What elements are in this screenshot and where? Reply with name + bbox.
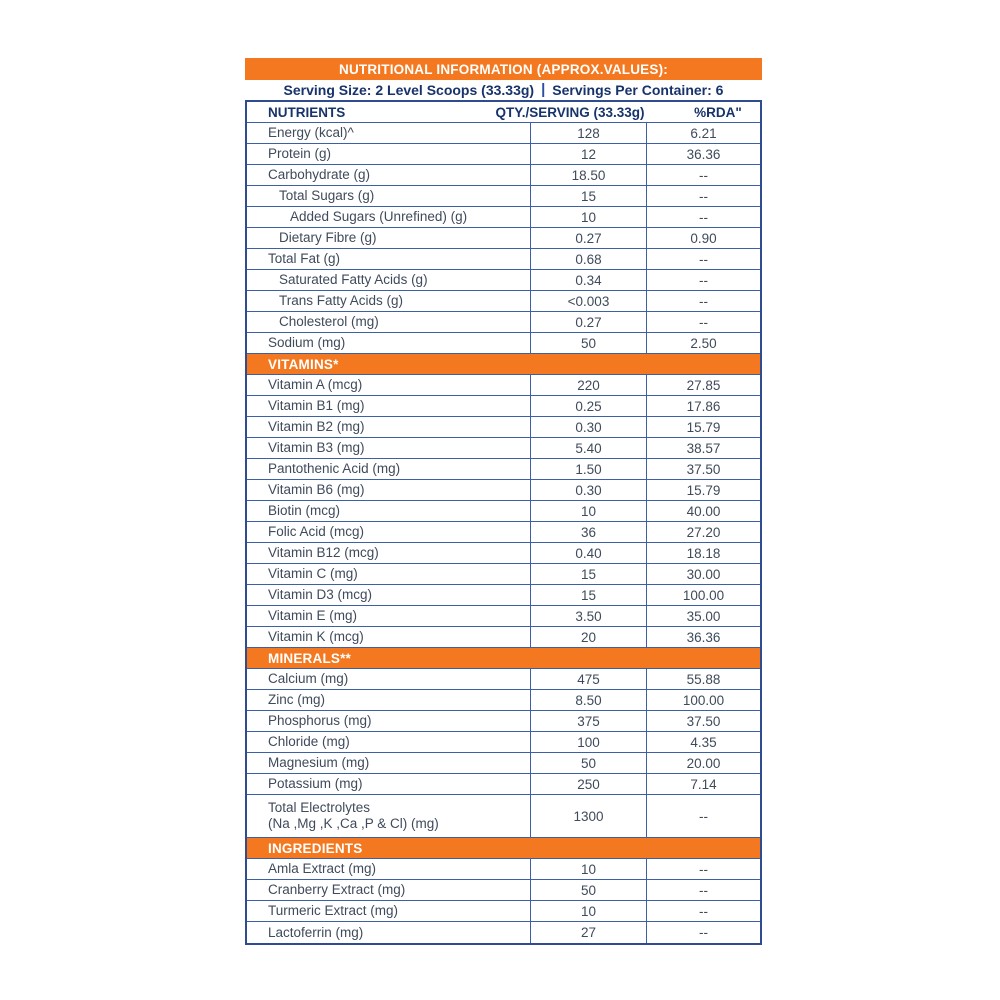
table-row — [247, 375, 760, 396]
nutrient-name-cell: Vitamin C (mg) — [268, 566, 358, 581]
table-row — [247, 186, 760, 207]
table-row — [247, 438, 760, 459]
rda-percent-cell: 100.00 — [682, 692, 725, 708]
rda-percent-cell: -- — [699, 167, 708, 183]
rda-percent-cell: -- — [699, 903, 708, 919]
table-row — [247, 501, 760, 522]
table-row — [247, 732, 760, 753]
qty-per-serving-cell: 0.34 — [530, 270, 647, 290]
rda-percent-cell: 4.35 — [690, 734, 717, 750]
qty-per-serving-cell: 0.68 — [530, 249, 647, 269]
nutrient-name-cell: Vitamin B1 (mg) — [268, 398, 365, 413]
rda-percent-cell: 37.50 — [686, 713, 721, 729]
rda-percent-cell: -- — [699, 293, 708, 309]
qty-per-serving-cell: 20 — [530, 627, 647, 647]
nutrient-name-cell: Vitamin B2 (mg) — [268, 419, 365, 434]
serving-info-line — [245, 80, 762, 100]
nutrient-name-cell: Vitamin A (mcg) — [268, 377, 363, 392]
table-row — [247, 165, 760, 186]
table-row — [247, 901, 760, 922]
column-header-nutrients: NUTRIENTS — [268, 105, 346, 120]
qty-per-serving-cell: 12 — [530, 144, 647, 164]
nutrient-name-cell: Phosphorus (mg) — [268, 713, 372, 728]
table-row — [247, 753, 760, 774]
rda-percent-cell: -- — [699, 188, 708, 204]
qty-per-serving-cell: 15 — [530, 564, 647, 584]
rda-percent-cell: 27.20 — [686, 524, 721, 540]
nutrient-name-cell: Amla Extract (mg) — [268, 861, 377, 876]
qty-per-serving-cell: 0.25 — [530, 396, 647, 416]
qty-per-serving-cell: 36 — [530, 522, 647, 542]
rda-percent-cell: 36.36 — [686, 146, 721, 162]
section-heading-vitamins: VITAMINS* — [247, 354, 760, 375]
nutrient-name-cell: Vitamin B3 (mg) — [268, 440, 365, 455]
table-row — [247, 333, 760, 354]
qty-per-serving-cell: 0.40 — [530, 543, 647, 563]
rda-percent-cell: 0.90 — [690, 230, 717, 246]
qty-per-serving-cell: 50 — [530, 753, 647, 773]
qty-per-serving-cell: 1.50 — [530, 459, 647, 479]
nutrient-name-cell: Vitamin K (mcg) — [268, 629, 364, 644]
table-row — [247, 795, 760, 838]
rda-percent-cell: 35.00 — [686, 608, 721, 624]
nutrient-name-cell: Pantothenic Acid (mg) — [268, 461, 401, 476]
nutrient-name-cell: Trans Fatty Acids (g) — [279, 293, 404, 308]
qty-per-serving-cell: 0.30 — [530, 417, 647, 437]
nutrient-name-cell: Energy (kcal)^ — [268, 125, 354, 140]
qty-per-serving-cell: 0.27 — [530, 228, 647, 248]
nutrient-name-cell: Potassium (mg) — [268, 776, 363, 791]
table-row — [247, 627, 760, 648]
rda-percent-cell: -- — [699, 209, 708, 225]
section-heading-minerals: MINERALS** — [247, 648, 760, 669]
table-row — [247, 270, 760, 291]
table-row — [247, 249, 760, 270]
qty-per-serving-cell: 1300 — [530, 795, 647, 837]
nutrient-name-cell: Added Sugars (Unrefined) (g) — [290, 209, 468, 224]
nutrient-name-cell: Protein (g) — [268, 146, 332, 161]
qty-per-serving-cell: 10 — [530, 501, 647, 521]
rda-percent-cell: 100.00 — [682, 587, 725, 603]
table-row — [247, 459, 760, 480]
nutrient-name-cell: Total Sugars (g) — [279, 188, 375, 203]
nutrient-name-cell: Turmeric Extract (mg) — [268, 903, 399, 918]
rda-percent-cell: 7.14 — [690, 776, 717, 792]
table-row — [247, 228, 760, 249]
rda-percent-cell: 27.85 — [686, 377, 721, 393]
serving-size-text: Serving Size: 2 Level Scoops (33.33g) — [283, 82, 535, 98]
column-header-qty-per-serving: QTY./SERVING (33.33g) — [495, 105, 645, 120]
qty-per-serving-cell: 15 — [530, 186, 647, 206]
table-row — [247, 606, 760, 627]
qty-per-serving-cell: 3.50 — [530, 606, 647, 626]
rda-percent-cell: -- — [699, 314, 708, 330]
qty-per-serving-cell: 50 — [530, 880, 647, 900]
nutrient-name-cell: Vitamin B6 (mg) — [268, 482, 365, 497]
rda-percent-cell: 15.79 — [686, 419, 721, 435]
rda-percent-cell: 20.00 — [686, 755, 721, 771]
table-row — [247, 396, 760, 417]
qty-per-serving-cell: 10 — [530, 859, 647, 879]
rda-percent-cell: -- — [699, 925, 708, 940]
rda-percent-cell: 2.50 — [690, 335, 717, 351]
column-header-rda-percent: %RDA" — [694, 105, 742, 120]
nutrient-name-cell: Total Electrolytes (Na ,Mg ,K ,Ca ,P & Cl) (mg) — [268, 800, 439, 831]
table-body — [247, 123, 760, 943]
nutrient-name-cell: Dietary Fibre (g) — [279, 230, 377, 245]
rda-percent-cell: 38.57 — [686, 440, 721, 456]
table-row — [247, 711, 760, 732]
table-header-row — [247, 102, 760, 123]
nutrient-name-cell: Vitamin B12 (mcg) — [268, 545, 379, 560]
table-row — [247, 564, 760, 585]
nutrient-name-cell: Sodium (mg) — [268, 335, 346, 350]
table-row — [247, 522, 760, 543]
rda-percent-cell: -- — [699, 808, 708, 824]
rda-percent-cell: 15.79 — [686, 482, 721, 498]
qty-per-serving-cell: 0.30 — [530, 480, 647, 500]
nutrition-table — [245, 100, 762, 945]
table-row — [247, 123, 760, 144]
table-row — [247, 291, 760, 312]
qty-per-serving-cell: 475 — [530, 669, 647, 689]
nutrient-name-cell: Cranberry Extract (mg) — [268, 882, 406, 897]
table-row — [247, 585, 760, 606]
qty-per-serving-cell: <0.003 — [530, 291, 647, 311]
table-row — [247, 543, 760, 564]
nutrient-name-cell: Calcium (mg) — [268, 671, 349, 686]
nutrient-name-cell: Magnesium (mg) — [268, 755, 370, 770]
nutrient-name-cell: Cholesterol (mg) — [279, 314, 379, 329]
table-row — [247, 312, 760, 333]
rda-percent-cell: 36.36 — [686, 629, 721, 645]
nutrient-name-cell: Vitamin D3 (mcg) — [268, 587, 373, 602]
rda-percent-cell: 6.21 — [690, 125, 717, 141]
rda-percent-cell: 17.86 — [686, 398, 721, 414]
table-row — [247, 144, 760, 165]
nutrient-name-cell: Vitamin E (mg) — [268, 608, 358, 623]
nutrient-name-cell: Zinc (mg) — [268, 692, 325, 707]
rda-percent-cell: -- — [699, 882, 708, 898]
nutrient-name-cell: Carbohydrate (g) — [268, 167, 371, 182]
rda-percent-cell: -- — [699, 272, 708, 288]
nutrition-label — [245, 58, 762, 945]
nutrition-title-bar: NUTRITIONAL INFORMATION (APPROX.VALUES): — [245, 58, 762, 80]
table-row — [247, 880, 760, 901]
servings-per-container-text: Servings Per Container: 6 — [552, 82, 724, 98]
nutrient-name-cell: Chloride (mg) — [268, 734, 350, 749]
qty-per-serving-cell: 250 — [530, 774, 647, 794]
table-row — [247, 774, 760, 795]
nutrient-name-cell: Folic Acid (mcg) — [268, 524, 365, 539]
qty-per-serving-cell: 128 — [530, 123, 647, 143]
nutrient-name-cell: Saturated Fatty Acids (g) — [279, 272, 428, 287]
rda-percent-cell: 37.50 — [686, 461, 721, 477]
section-heading-ingredients: INGREDIENTS — [247, 838, 760, 859]
table-row — [247, 417, 760, 438]
nutrient-name-cell: Lactoferrin (mg) — [268, 924, 364, 940]
qty-per-serving-cell: 27 — [530, 922, 647, 943]
rda-percent-cell: -- — [699, 251, 708, 267]
rda-percent-cell: 30.00 — [686, 566, 721, 582]
qty-per-serving-cell: 100 — [530, 732, 647, 752]
qty-per-serving-cell: 375 — [530, 711, 647, 731]
qty-per-serving-cell: 10 — [530, 207, 647, 227]
qty-per-serving-cell: 10 — [530, 901, 647, 921]
qty-per-serving-cell: 8.50 — [530, 690, 647, 710]
qty-per-serving-cell: 220 — [530, 375, 647, 395]
qty-per-serving-cell: 15 — [530, 585, 647, 605]
table-row — [247, 207, 760, 228]
table-row — [247, 480, 760, 501]
nutrient-name-cell: Total Fat (g) — [268, 251, 341, 266]
table-row — [247, 922, 760, 943]
nutrient-name-cell: Biotin (mcg) — [268, 503, 341, 518]
rda-percent-cell: 18.18 — [686, 545, 721, 561]
rda-percent-cell: -- — [699, 861, 708, 877]
qty-per-serving-cell: 50 — [530, 333, 647, 353]
qty-per-serving-cell: 5.40 — [530, 438, 647, 458]
table-row — [247, 669, 760, 690]
rda-percent-cell: 40.00 — [686, 503, 721, 519]
table-row — [247, 859, 760, 880]
rda-percent-cell: 55.88 — [686, 671, 721, 687]
table-row — [247, 690, 760, 711]
qty-per-serving-cell: 18.50 — [530, 165, 647, 185]
serving-separator: | — [541, 80, 546, 98]
qty-per-serving-cell: 0.27 — [530, 312, 647, 332]
